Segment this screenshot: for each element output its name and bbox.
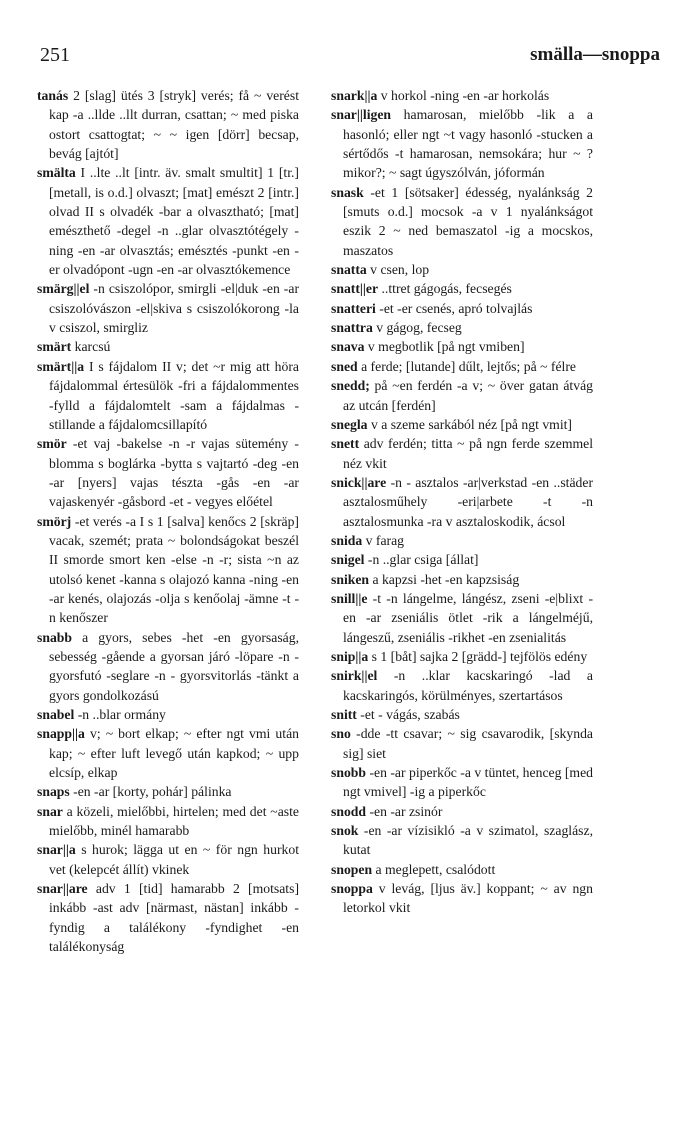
- entry-headword: snick||are: [331, 474, 387, 490]
- entry-headword: smärt: [37, 339, 72, 355]
- dictionary-entry: snill||e -t -n lángelme, lángész, zseni -e|blixt -en -ar zseniális ötlet -rik a lángelméjű, lángeszű, zseniális -rikhet -en zsenialitás: [331, 590, 593, 645]
- dictionary-entry: snar||are adv 1 [tid] hamarabb 2 [motsats] inkább -ast adv [närmast, nästan] inkább -fyndig a találékony -fyndighet -en találékonyság: [37, 881, 299, 955]
- entry-headword: snar: [37, 803, 63, 819]
- dictionary-entry: snett adv ferdén; titta ~ på ngn ferde szemmel néz vkit: [331, 436, 593, 471]
- page-number: 251: [40, 44, 70, 66]
- entry-headword: snoppa: [331, 881, 373, 897]
- entry-headword: snopen: [331, 861, 373, 877]
- dictionary-entry: snaps -en -ar [korty, pohár] pálinka: [37, 784, 232, 800]
- dictionary-entry: snoppa v levág, [ljus äv.] koppant; ~ av ngn letorkol vkit: [331, 881, 593, 916]
- dictionary-entry: snitt -et - vágás, szabás: [331, 707, 460, 722]
- dictionary-entry: snick||are -n - asztalos -ar|verkstad -en ..städer asztalosműhely -eri|arbete -t -n asztalosmunka -ra v asztaloskodik, ácsol: [331, 474, 593, 529]
- entry-headword: sned: [331, 358, 358, 374]
- dictionary-entry: snodd -en -ar zsinór: [331, 803, 443, 819]
- dictionary-entry: snatt||er ..ttret gágogás, fecsegés: [331, 281, 512, 297]
- dictionary-entry: snatta v csen, lop: [331, 262, 430, 278]
- entry-headword: snobb: [331, 765, 367, 781]
- dictionary-entry: snatteri -et -er csenés, apró tolvajlás: [331, 300, 533, 316]
- dictionary-entry: smärt karcsú: [37, 339, 111, 355]
- entry-headword: snask: [331, 184, 364, 200]
- dictionary-entry: sned a ferde; [lutande] dűlt, lejtős; på ~ félre: [331, 358, 576, 374]
- entry-headword: snett: [331, 436, 360, 452]
- entry-headword: snar||are: [37, 881, 88, 897]
- dictionary-entry: snark||a v horkol -ning -en -ar horkolás: [331, 88, 550, 103]
- dictionary-entry: snask -et 1 [sötsaker] édesség, nyalánkság 2 [smuts o.d.] mocsok -a v 1 nyalánkságot eszik 2 ~ ned bemaszatol -ig a mocskos, maszatos: [331, 184, 593, 258]
- entry-headword: snabb: [37, 629, 73, 645]
- entry-headword: tanás: [37, 88, 69, 103]
- dictionary-entry: smör -et vaj -bakelse -n -r vajas sütemény -blomma s boglárka -bytta s vajtartó -deg -en -ar [nyers] vajas tészta -gås -en -ar vajaskenyér -gåsbord -et - vegyes előétel: [37, 436, 299, 510]
- dictionary-entry: snedd; på ~en ferdén -a v; ~ över gatan átvág az utcán [ferdén]: [331, 378, 593, 413]
- entry-headword: snava: [331, 339, 365, 355]
- entry-headword: smärt||a: [37, 358, 85, 374]
- entry-headword: snigel: [331, 552, 365, 568]
- entry-headword: smälta: [37, 165, 76, 181]
- dictionary-entry: snar||a s hurok; lägga ut en ~ för ngn hurkot vet (kelepcét állít) vkinek: [37, 842, 299, 877]
- entry-headword: snill||e: [331, 590, 368, 606]
- dictionary-entry: snobb -en -ar piperkőc -a v tüntet, henceg [med ngt vmivel] -ig a piperkőc: [331, 765, 593, 800]
- dictionary-entry: snapp||a v; ~ bort elkap; ~ efter ngt vmi után kap; ~ efter luft levegő után kapkod; ~ upp elcsíp, elkap: [37, 726, 299, 781]
- dictionary-entry: smörj -et verés -a I s 1 [salva] kenőcs 2 [skräp] vacak, szemét; prata ~ bolondságokat beszél II smorde smort ken -else -n -r; sista ~n az utolsó kenet -kanna s olajozó kanna -ning -en -ar kenés, olajozás -olja s kenőolaj -ämne -t -n kenőszer: [37, 513, 299, 626]
- entry-headword: smör: [37, 436, 67, 452]
- entry-headword: sniken: [331, 571, 370, 587]
- entry-headword: snedd;: [331, 378, 370, 394]
- entry-headword: snattra: [331, 320, 373, 336]
- entry-headword: snirk||el: [331, 668, 378, 684]
- entry-headword: snark||a: [331, 88, 378, 103]
- entry-headword: snok: [331, 823, 359, 839]
- entry-headword: smörj: [37, 513, 72, 529]
- entry-headword: snegla: [331, 416, 368, 432]
- entry-headword: sno: [331, 726, 351, 742]
- dictionary-entry: tanás 2 [slag] ütés 3 [stryk] verés; få ~ verést kap -a ..llde ..llt durran, csattan; ~ med piska ostort csattogtat; ~ ~ igen [dörr] becsap, bevág [ajtót]: [37, 88, 299, 162]
- dictionary-entry: snabel -n ..blar ormány: [37, 707, 166, 722]
- entry-headword: snida: [331, 532, 363, 548]
- entry-headword: snatt||er: [331, 281, 379, 297]
- entry-headword: snatteri: [331, 300, 376, 316]
- entry-headword: snabel: [37, 707, 75, 722]
- dictionary-entry: smärt||a I s fájdalom II v; det ~r mig att höra fájdalommal értesülök -fri a fájdalommentes -fylld a fájdalomtelt -sam a fájdalmas -stillande a fájdalomcsillapító: [37, 358, 299, 432]
- dictionary-entry: snigel -n ..glar csiga [állat]: [331, 552, 479, 568]
- entry-headword: smärg||el: [37, 281, 90, 297]
- entry-headword: snodd: [331, 803, 367, 819]
- dictionary-entry: snirk||el -n ..klar kacskaringó -lad a kacskaringós, körülményes, szertartásos: [331, 668, 593, 703]
- left-column: [37, 86, 299, 956]
- entry-headword: snar||ligen: [331, 107, 392, 123]
- dictionary-entry: snabb a gyors, sebes -het -en gyorsaság, sebesség -gående a gyorsan járó -löpare -n - gyorsfutó -seglare -n - gyorsvitorlás -tänkt a gyors gondolkozású: [37, 629, 299, 703]
- page-header: [40, 44, 660, 74]
- dictionary-entry: snida v farag: [331, 532, 405, 548]
- dictionary-entry: smärg||el -n csiszolópor, smirgli -el|duk -en -ar csiszolóvászon -el|skiva s csiszolókorong -la v csiszol, smirgliz: [37, 281, 299, 336]
- dictionary-entry: snava v megbotlik [på ngt vmiben]: [331, 339, 525, 355]
- dictionary-entry: snar a közeli, mielőbbi, hirtelen; med det ~aste mielőbb, minél hamarabb: [37, 803, 299, 839]
- entry-headword: snapp||a: [37, 726, 85, 742]
- running-head: smälla—snoppa: [530, 44, 660, 65]
- entry-headword: snitt: [331, 707, 357, 722]
- dictionary-entry: snar||ligen hamarosan, mielőbb -lik a a hasonló; eller ngt ~t vagy hasonló -stucken a sértődős -t hamarosan, nemsokára; hur ~ ? mikor?; ~ sagt úgyszólván, jóformán: [331, 107, 593, 181]
- dictionary-entry: snip||a s 1 [båt] sajka 2 [grädd-] tejfölös edény: [331, 648, 588, 664]
- dictionary-entry: smälta I ..lte ..lt [intr. äv. smalt smultit] 1 [tr.] [metall, is o.d.] olvaszt; [mat] emészt 2 [intr.] olvad II s olvadék -bar a olvasztható; [mat] emészthető -degel -n ..glar olvasztótégely -ning -en -ar olvasztás; emésztés -punkt -en -er olvadópont -ugn -en -ar olvasztókemence: [37, 165, 299, 278]
- right-column: [331, 86, 593, 918]
- dictionary-entry: sniken a kapzsi -het -en kapzsiság: [331, 571, 520, 587]
- dictionary-entry: snopen a meglepett, csalódott: [331, 861, 496, 877]
- entry-headword: snar||a: [37, 842, 76, 858]
- entry-headword: snip||a: [331, 648, 369, 664]
- dictionary-entry: snegla v a szeme sarkából néz [på ngt vmit]: [331, 416, 572, 432]
- entry-headword: snaps: [37, 784, 70, 800]
- entry-headword: snatta: [331, 262, 367, 278]
- dictionary-entry: sno -dde -tt csavar; ~ sig csavarodik, [skynda sig] siet: [331, 726, 593, 761]
- dictionary-entry: snattra v gágog, fecseg: [331, 320, 462, 336]
- dictionary-entry: snok -en -ar vízisikló -a v szimatol, szaglász, kutat: [331, 823, 593, 858]
